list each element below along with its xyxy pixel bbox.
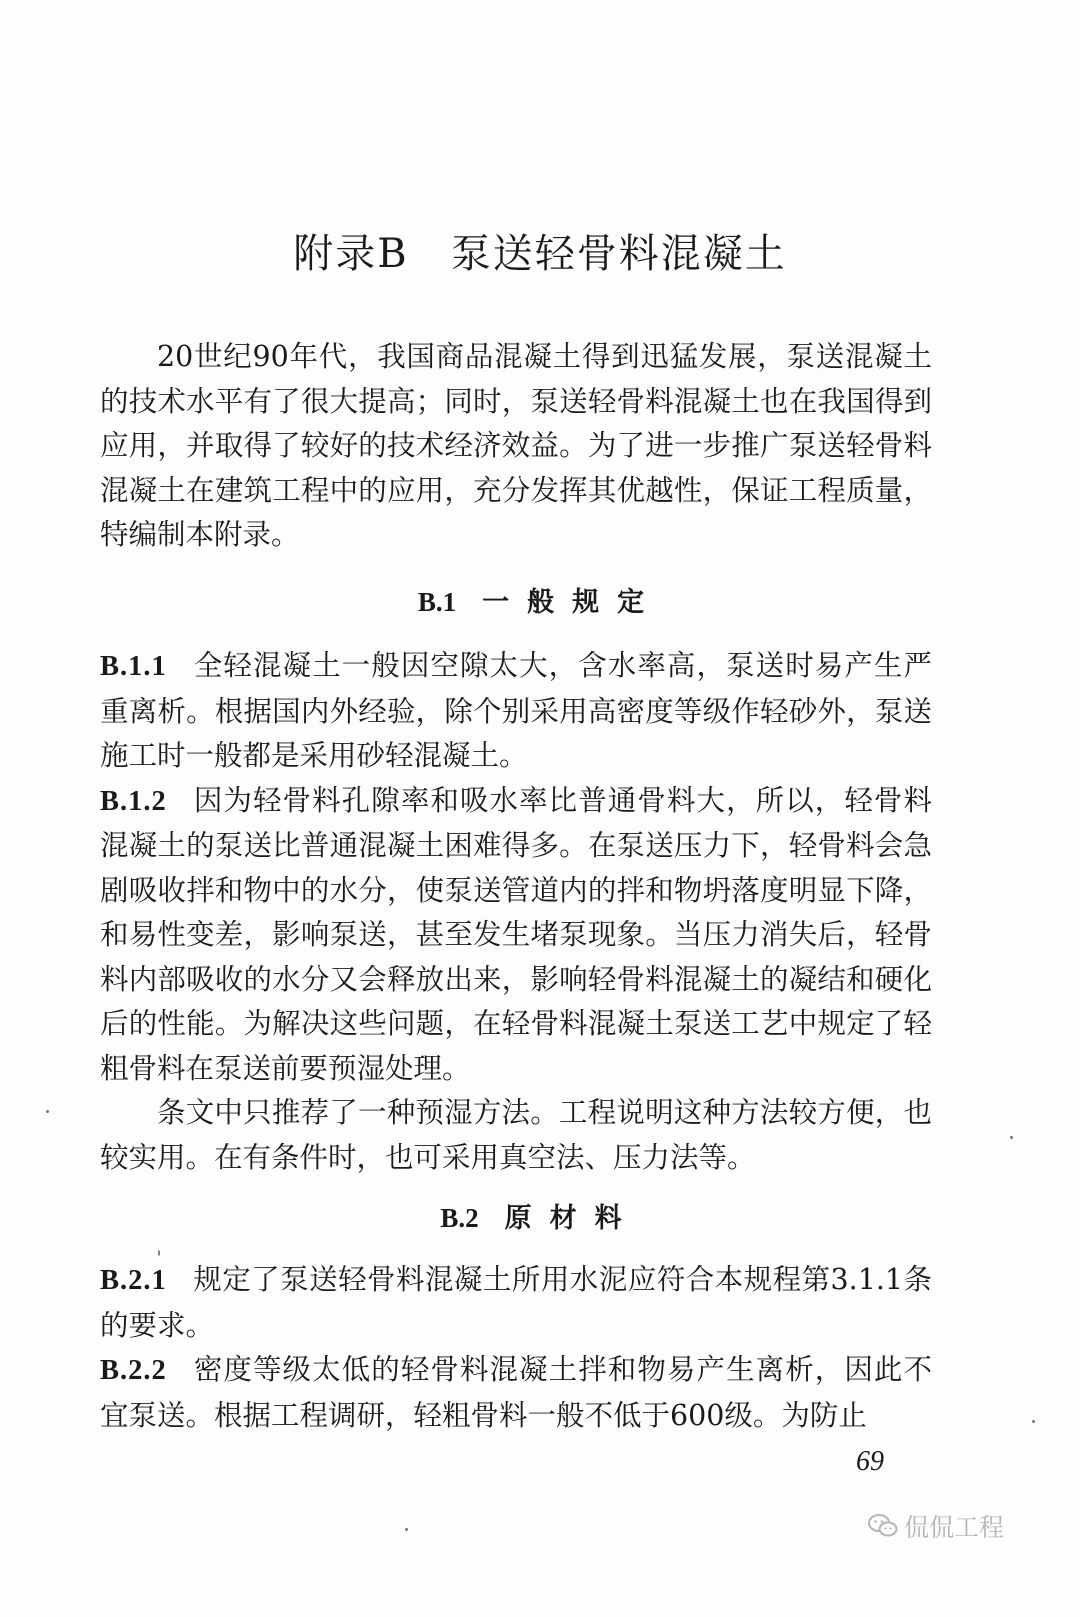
- clause-text: 全轻混凝土一般因空隙太大，含水率高，泵送时易产生严重离析。根据国内外经验，除个别采用高密度等级作轻砂外，泵送施工时一般都是采用砂轻混凝土。: [100, 649, 932, 772]
- clause-number: B.2.2: [100, 1355, 167, 1386]
- section-heading-b2: [0, 1196, 1080, 1235]
- clause-number: B.1.2: [100, 785, 167, 817]
- clause-text: 规定了泵送轻骨料混凝土所用水泥应符合本规程第3.1.1条的要求。: [100, 1263, 932, 1342]
- intro-paragraph: 20世纪90年代，我国商品混凝土得到迅猛发展，泵送混凝土的技术水平有了很大提高；同时，泵送轻骨料混凝土也在我国得到应用，并取得了较好的技术经济效益。为了进一步推广泵送轻骨料混凝土在建筑工程中的应用，充分发挥其优越性，保证工程质量，特编制本附录。: [100, 340, 932, 551]
- clause-b-1-1: [100, 644, 932, 779]
- section-number: B.2: [440, 1203, 479, 1233]
- watermark-text: 侃侃工程: [904, 1513, 1005, 1542]
- watermark: [868, 1508, 1004, 1544]
- section-b2-body: [100, 1258, 932, 1438]
- appendix-title: 附录B 泵送轻骨料混凝土: [293, 231, 787, 277]
- section-title: 原材料: [504, 1203, 640, 1234]
- clause-b-1-2-note: 条文中只推荐了一种预湿方法。工程说明这种方法较方便，也较实用。在有条件时，也可采用真空法、压力法等。: [100, 1096, 932, 1174]
- scan-speck: [46, 1110, 49, 1113]
- scan-speck: [1032, 1420, 1035, 1423]
- clause-number: B.2.1: [100, 1265, 167, 1296]
- intro-block: [100, 335, 932, 558]
- section-title: 一般规定: [482, 587, 663, 618]
- clause-text: 密度等级太低的轻骨料混凝土拌和物易产生离析，因此不宜泵送。根据工程调研，轻粗骨料一般不低于600级。为防止: [100, 1353, 932, 1432]
- scan-speck: [405, 1528, 408, 1531]
- section-heading-b1: [0, 580, 1080, 619]
- scan-speck: [1010, 1136, 1013, 1139]
- clause-text: 因为轻骨料孔隙率和吸水率比普通骨料大，所以，轻骨料混凝土的泵送比普通混凝土困难得多。在泵送压力下，轻骨料会急剧吸收拌和物中的水分，使泵送管道内的拌和物坍落度明显下降，和易性变差，影响泵送，甚至发生堵泵现象。当压力消失后，轻骨料内部吸收的水分又会释放出来，影响轻骨料混凝土的凝结和硬化后的性能。为解决这些问题，在轻骨料混凝土泵送工艺中规定了轻粗骨料在泵送前要预湿处理。: [100, 783, 932, 1085]
- wechat-icon: [868, 1513, 898, 1539]
- clause-number: B.1.1: [100, 651, 167, 682]
- clause-b-2-1: [100, 1258, 932, 1348]
- page-number: 69: [856, 1446, 884, 1477]
- scan-speck: [158, 1250, 160, 1256]
- section-number: B.1: [417, 587, 457, 617]
- clause-b-2-2: [100, 1348, 932, 1438]
- section-b1-body: [100, 644, 932, 1180]
- clause-b-1-2: [100, 779, 932, 1092]
